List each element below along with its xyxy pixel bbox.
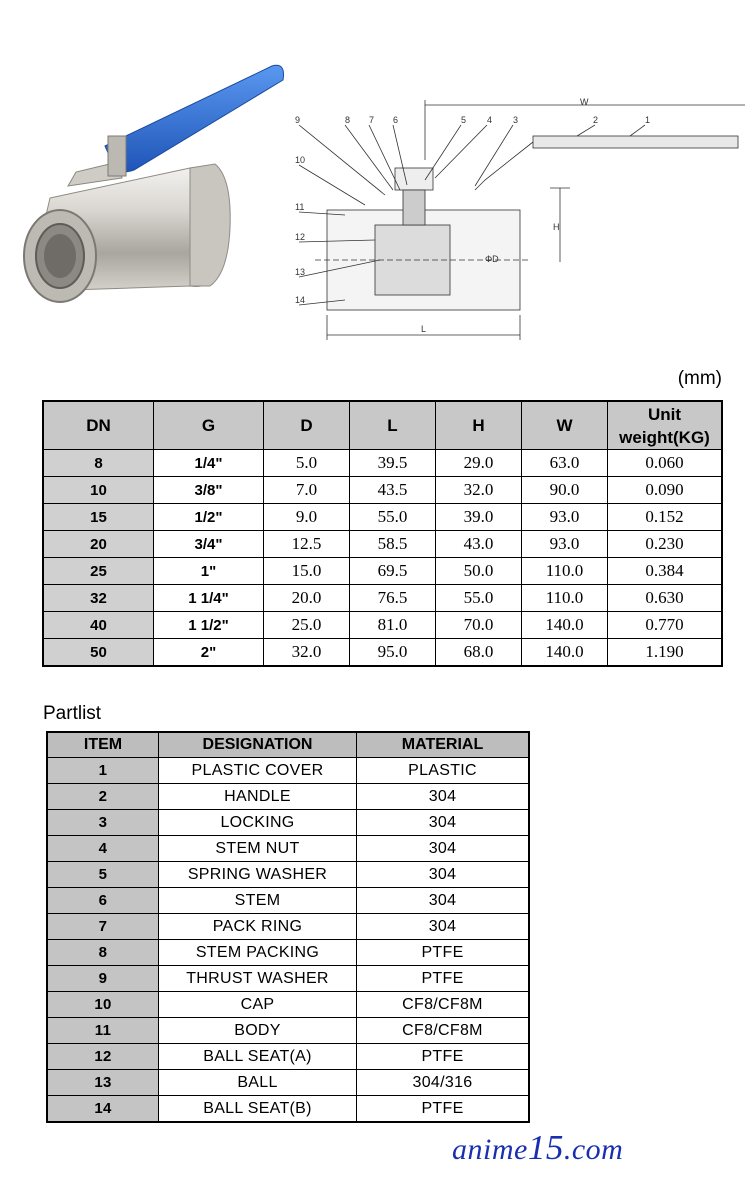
cell-g: 1 1/2" bbox=[154, 612, 264, 639]
cell-d: 5.0 bbox=[264, 450, 350, 477]
cell-w: 140.0 bbox=[522, 639, 608, 667]
cell-h: 50.0 bbox=[436, 558, 522, 585]
cell-l: 39.5 bbox=[350, 450, 436, 477]
partlist-title: Partlist bbox=[43, 703, 102, 724]
cell-designation: SPRING WASHER bbox=[159, 862, 357, 888]
cell-g: 3/8" bbox=[154, 477, 264, 504]
col-header-l: L bbox=[350, 401, 436, 450]
cell-item: 4 bbox=[47, 836, 159, 862]
parts-table bbox=[46, 731, 530, 1123]
cell-w: 90.0 bbox=[522, 477, 608, 504]
cell-designation: BALL bbox=[159, 1070, 357, 1096]
cell-item: 1 bbox=[47, 758, 159, 784]
cell-weight: 0.630 bbox=[608, 585, 723, 612]
callout: 3 bbox=[513, 115, 519, 125]
cell-w: 110.0 bbox=[522, 585, 608, 612]
table-row bbox=[43, 450, 722, 477]
cell-d: 12.5 bbox=[264, 531, 350, 558]
cell-h: 32.0 bbox=[436, 477, 522, 504]
table-row bbox=[43, 477, 722, 504]
cell-material: CF8/CF8M bbox=[357, 992, 530, 1018]
cell-designation: BALL SEAT(A) bbox=[159, 1044, 357, 1070]
cell-designation: BALL SEAT(B) bbox=[159, 1096, 357, 1123]
cell-weight: 0.770 bbox=[608, 612, 723, 639]
dim-d-label: ΦD bbox=[485, 254, 499, 264]
cell-l: 76.5 bbox=[350, 585, 436, 612]
cell-material: 304 bbox=[357, 836, 530, 862]
dim-l-label: L bbox=[421, 324, 427, 334]
handle-shape bbox=[105, 65, 284, 172]
weight-header-line1: Unit bbox=[647, 404, 682, 424]
callout: 1 bbox=[645, 115, 651, 125]
col-header-h: H bbox=[436, 401, 522, 450]
col-header-dn: DN bbox=[43, 401, 154, 450]
cell-h: 39.0 bbox=[436, 504, 522, 531]
callout: 2 bbox=[593, 115, 599, 125]
cell-material: 304 bbox=[357, 784, 530, 810]
callout: 6 bbox=[393, 115, 399, 125]
table-row bbox=[47, 1070, 529, 1096]
cell-item: 7 bbox=[47, 914, 159, 940]
cell-item: 9 bbox=[47, 966, 159, 992]
cell-g: 1 1/4" bbox=[154, 585, 264, 612]
col-header-d: D bbox=[264, 401, 350, 450]
cell-designation: STEM NUT bbox=[159, 836, 357, 862]
watermark bbox=[452, 1128, 623, 1168]
cell-material: PLASTIC bbox=[357, 758, 530, 784]
cell-w: 140.0 bbox=[522, 612, 608, 639]
cell-item: 6 bbox=[47, 888, 159, 914]
callout: 9 bbox=[295, 115, 301, 125]
col-header-item: ITEM bbox=[47, 732, 159, 758]
cell-d: 7.0 bbox=[264, 477, 350, 504]
table-row bbox=[47, 940, 529, 966]
cell-h: 29.0 bbox=[436, 450, 522, 477]
table-row bbox=[43, 531, 722, 558]
cell-l: 95.0 bbox=[350, 639, 436, 667]
callout: 5 bbox=[461, 115, 467, 125]
cell-material: 304 bbox=[357, 888, 530, 914]
table-row bbox=[47, 784, 529, 810]
cell-dn: 20 bbox=[43, 531, 154, 558]
cell-designation: THRUST WASHER bbox=[159, 966, 357, 992]
cell-weight: 1.190 bbox=[608, 639, 723, 667]
cell-g: 3/4" bbox=[154, 531, 264, 558]
cell-material: PTFE bbox=[357, 1044, 530, 1070]
col-header-weight bbox=[608, 401, 723, 450]
table-row bbox=[47, 992, 529, 1018]
cell-material: PTFE bbox=[357, 1096, 530, 1123]
cell-item: 13 bbox=[47, 1070, 159, 1096]
callout: 4 bbox=[487, 115, 493, 125]
cell-material: 304/316 bbox=[357, 1070, 530, 1096]
cell-w: 93.0 bbox=[522, 531, 608, 558]
callout: 12 bbox=[295, 232, 306, 242]
cell-item: 11 bbox=[47, 1018, 159, 1044]
cell-g: 2" bbox=[154, 639, 264, 667]
cell-dn: 10 bbox=[43, 477, 154, 504]
cell-item: 3 bbox=[47, 810, 159, 836]
cell-material: 304 bbox=[357, 914, 530, 940]
table-row bbox=[43, 612, 722, 639]
table-row bbox=[47, 1044, 529, 1070]
table-row bbox=[47, 914, 529, 940]
cell-designation: HANDLE bbox=[159, 784, 357, 810]
ball-valve-photo bbox=[10, 58, 300, 318]
table-row bbox=[47, 758, 529, 784]
cell-weight: 0.090 bbox=[608, 477, 723, 504]
cell-d: 9.0 bbox=[264, 504, 350, 531]
cell-material: 304 bbox=[357, 862, 530, 888]
cell-item: 8 bbox=[47, 940, 159, 966]
watermark-number: 15 bbox=[527, 1128, 564, 1167]
cell-g: 1/4" bbox=[154, 450, 264, 477]
valve-technical-drawing bbox=[285, 90, 750, 350]
cell-d: 15.0 bbox=[264, 558, 350, 585]
weight-header-line2: weight(KG) bbox=[619, 427, 710, 447]
col-header-w: W bbox=[522, 401, 608, 450]
cell-dn: 50 bbox=[43, 639, 154, 667]
cell-designation: PLASTIC COVER bbox=[159, 758, 357, 784]
cell-material: 304 bbox=[357, 810, 530, 836]
cell-designation: BODY bbox=[159, 1018, 357, 1044]
cell-l: 58.5 bbox=[350, 531, 436, 558]
col-header-material: MATERIAL bbox=[357, 732, 530, 758]
cell-l: 81.0 bbox=[350, 612, 436, 639]
cell-l: 43.5 bbox=[350, 477, 436, 504]
callout: 7 bbox=[369, 115, 375, 125]
col-header-g: G bbox=[154, 401, 264, 450]
cell-designation: LOCKING bbox=[159, 810, 357, 836]
callout: 10 bbox=[295, 155, 306, 165]
cell-d: 25.0 bbox=[264, 612, 350, 639]
col-header-designation: DESIGNATION bbox=[159, 732, 357, 758]
table-row bbox=[47, 966, 529, 992]
cell-item: 2 bbox=[47, 784, 159, 810]
table-row bbox=[47, 1018, 529, 1044]
cell-w: 63.0 bbox=[522, 450, 608, 477]
parts-header-row bbox=[47, 732, 529, 758]
cell-w: 93.0 bbox=[522, 504, 608, 531]
cell-item: 12 bbox=[47, 1044, 159, 1070]
table-row bbox=[47, 862, 529, 888]
callout: 11 bbox=[295, 202, 305, 212]
cell-material: PTFE bbox=[357, 940, 530, 966]
cell-w: 110.0 bbox=[522, 558, 608, 585]
cell-h: 70.0 bbox=[436, 612, 522, 639]
table-row bbox=[47, 888, 529, 914]
callout: 8 bbox=[345, 115, 351, 125]
cell-dn: 40 bbox=[43, 612, 154, 639]
unit-note: (mm) bbox=[677, 368, 722, 389]
cell-item: 5 bbox=[47, 862, 159, 888]
cell-d: 32.0 bbox=[264, 639, 350, 667]
cell-weight: 0.060 bbox=[608, 450, 723, 477]
spec-header-row bbox=[43, 401, 722, 450]
cell-h: 43.0 bbox=[436, 531, 522, 558]
cell-h: 68.0 bbox=[436, 639, 522, 667]
cell-item: 14 bbox=[47, 1096, 159, 1123]
table-row bbox=[47, 810, 529, 836]
cell-d: 20.0 bbox=[264, 585, 350, 612]
cell-dn: 8 bbox=[43, 450, 154, 477]
dim-w-label: W bbox=[580, 97, 589, 107]
table-row bbox=[47, 1096, 529, 1123]
cell-l: 69.5 bbox=[350, 558, 436, 585]
table-row bbox=[47, 836, 529, 862]
cell-material: CF8/CF8M bbox=[357, 1018, 530, 1044]
cell-g: 1" bbox=[154, 558, 264, 585]
watermark-prefix: anime bbox=[452, 1133, 528, 1166]
cell-weight: 0.384 bbox=[608, 558, 723, 585]
cell-item: 10 bbox=[47, 992, 159, 1018]
cell-g: 1/2" bbox=[154, 504, 264, 531]
callout: 13 bbox=[295, 267, 306, 277]
watermark-suffix: .com bbox=[563, 1133, 624, 1166]
spec-table bbox=[42, 400, 723, 667]
table-row bbox=[43, 585, 722, 612]
cell-designation: PACK RING bbox=[159, 914, 357, 940]
table-row bbox=[43, 558, 722, 585]
cell-dn: 32 bbox=[43, 585, 154, 612]
cell-designation: CAP bbox=[159, 992, 357, 1018]
cell-designation: STEM PACKING bbox=[159, 940, 357, 966]
cell-weight: 0.152 bbox=[608, 504, 723, 531]
cell-dn: 25 bbox=[43, 558, 154, 585]
cell-dn: 15 bbox=[43, 504, 154, 531]
callout: 14 bbox=[295, 295, 306, 305]
table-row bbox=[43, 504, 722, 531]
cell-l: 55.0 bbox=[350, 504, 436, 531]
dim-h-label: H bbox=[553, 222, 560, 232]
table-row bbox=[43, 639, 722, 667]
cell-weight: 0.230 bbox=[608, 531, 723, 558]
cell-material: PTFE bbox=[357, 966, 530, 992]
cell-designation: STEM bbox=[159, 888, 357, 914]
cell-h: 55.0 bbox=[436, 585, 522, 612]
